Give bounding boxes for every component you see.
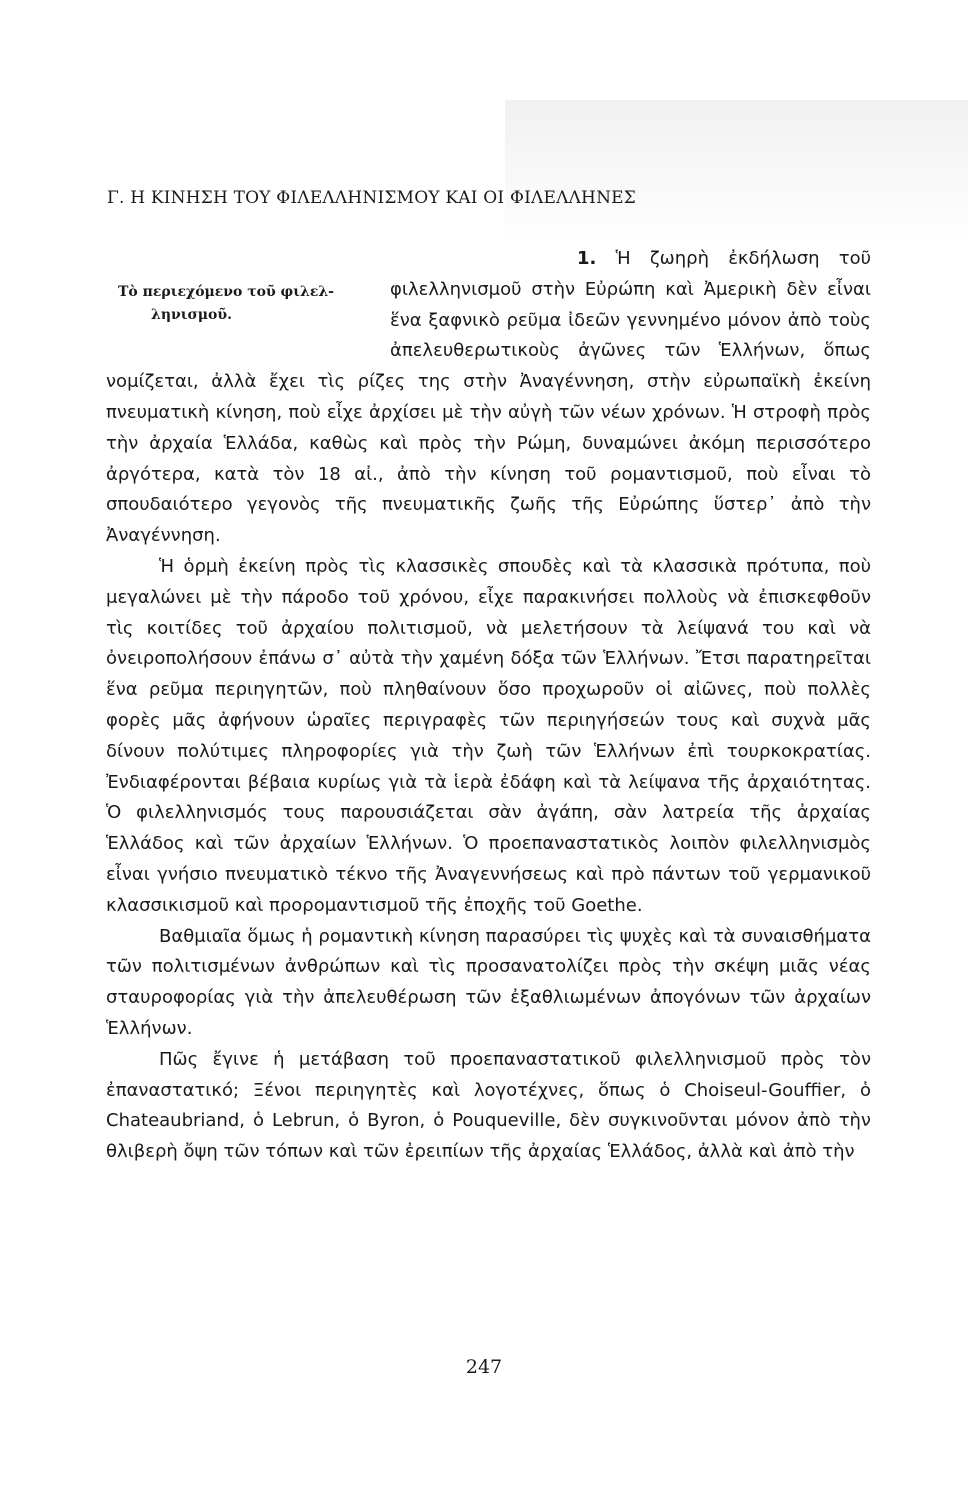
paragraph-3: Βαθμιαῖα ὅμως ἡ ρομαντικὴ κίνηση παρασύρει τὶς ψυχὲς καὶ τὰ συναισθήματα τῶν πολιτισμένων ἀνθρώπων καὶ τὶς προσανατολίζει πρὸς τὴν σκέψη μιᾶς νέας σταυροφορίας γιὰ τὴν ἀπελευθέρωση τῶν ἐξαθλιωμένων ἀπογόνων τῶν ἀρχαίων Ἑλλήνων. <box>106 925 871 1039</box>
show-through-shadow <box>505 100 968 240</box>
paragraph-1-text: Ἡ ζωηρὴ ἐκδήλωση τοῦ φιλελληνισμοῦ στὴν Εὐρώπη καὶ Ἀμερικὴ δὲν εἶναι ἕνα ξαφνικὸ ρεῦμα ἰδεῶν γεννημένο μόνον ἀπὸ τοὺς ἀπελευθερωτικοὺς ἀγῶνες τῶν Ἑλλήνων, ὅπως νομίζεται, ἀλλὰ ἔχει τὶς ρίζες της στὴν Ἀναγέννηση, στὴν εὐρωπαϊκὴ ἐκείνη πνευματικὴ κίνηση, ποὺ εἶχε ἀρχίσει μὲ τὴν αὐγὴ τῶν νέων χρόνων. Ἡ στροφὴ πρὸς τὴν ἀρχαία Ἑλλάδα, καθὼς καὶ πρὸς τὴν Ρώμη, δυναμώνει ἀκόμη περισσότερο ἀργότερα, κατὰ τὸν 18 αἰ., ἀπὸ τὴν κίνηση τοῦ ρομαντισμοῦ, ποὺ εἶναι τὸ σπουδαιότερο γεγονὸς τῆς πνευματικῆς ζωῆς τῆς Εὐρώπης ὕστερ᾽ ἀπὸ τὴν Ἀναγέννηση. <box>106 248 871 547</box>
paragraph-4: Πῶς ἔγινε ἡ μετάβαση τοῦ προεπαναστατικοῦ φιλελληνισμοῦ πρὸς τὸν ἐπαναστατικό; Ξένοι περιηγητὲς καὶ λογοτέχνες, ὅπως ὁ Choiseul-Gouffier, ὁ Chateaubriand, ὁ Lebrun, ὁ Byron, ὁ Pouqueville, δὲν συγκινοῦνται μόνον ἀπὸ τὴν θλιβερὴ ὄψη τῶν τόπων καὶ τῶν ἐρειπίων τῆς ἀρχαίας Ἑλλάδος, ἀλλὰ καὶ ἀπὸ τὴν <box>106 1048 871 1163</box>
paragraph-number: 1. <box>577 248 597 269</box>
body-text <box>106 244 871 1168</box>
page-number: 247 <box>465 1356 503 1378</box>
paragraph-2: Ἡ ὁρμὴ ἐκείνη πρὸς τὶς κλασσικὲς σπουδὲς καὶ τὰ κλασσικὰ πρότυπα, ποὺ μεγαλώνει μὲ τὴν πάροδο τοῦ χρόνου, εἶχε παρακινήσει πολλοὺς νὰ ἐπισκεφθοῦν τὶς κοιτίδες τοῦ ἀρχαίου πολιτισμοῦ, νὰ μελετήσουν τὰ λείψανά του καὶ νὰ ὀνειροπολήσουν ἐπάνω σ᾽ αὐτὰ τὴν χαμένη δόξα τῶν Ἑλλήνων. Ἔτσι παρατηρεῖται ἕνα ρεῦμα περιηγητῶν, ποὺ πληθαίνουν ὅσο προχωροῦν οἱ αἰῶνες, ποὺ πολλὲς φορὲς μᾶς ἀφήνουν ὡραῖες περιγραφὲς τῶν περιηγήσεών τους καὶ συχνὰ μᾶς δίνουν πολύτιμες πληροφορίες γιὰ τὴν ζωὴ τῶν Ἑλλήνων ἐπὶ τουρκοκρατίας. Ἐνδιαφέρονται βέβαια κυρίως γιὰ τὰ ἱερὰ ἐδάφη καὶ τὰ λείψανα τῆς ἀρχαιότητας. Ὁ φιλελληνισμός τους παρουσιάζεται σὰν ἀγάπη, σὰν λατρεία τῆς ἀρχαίας Ἑλλάδος καὶ τῶν ἀρχαίων Ἑλλήνων. Ὁ προεπαναστατικὸς λοιπὸν φιλελληνισμὸς εἶναι γνήσιο πνευματικὸ τέκνο τῆς Ἀναγεννήσεως καὶ πρὸ πάντων τοῦ γερμανικοῦ κλασσικισμοῦ καὶ προρομαντισμοῦ τῆς ἐποχῆς τοῦ Goethe. <box>106 555 871 916</box>
margin-note-line-1: Τὸ περιεχόμενο τοῦ φιλελ- <box>118 284 334 300</box>
margin-note-space <box>106 244 390 366</box>
margin-note-line-2: ληνισμοῦ. <box>151 307 232 323</box>
paragraph-1 <box>106 244 871 552</box>
section-heading: Γ. Η ΚΙΝΗΣΗ ΤΟΥ ΦΙΛΕΛΛΗΝΙΣΜΟΥ ΚΑΙ ΟΙ ΦΙΛΕΛΛΗΝΕΣ <box>107 188 636 208</box>
